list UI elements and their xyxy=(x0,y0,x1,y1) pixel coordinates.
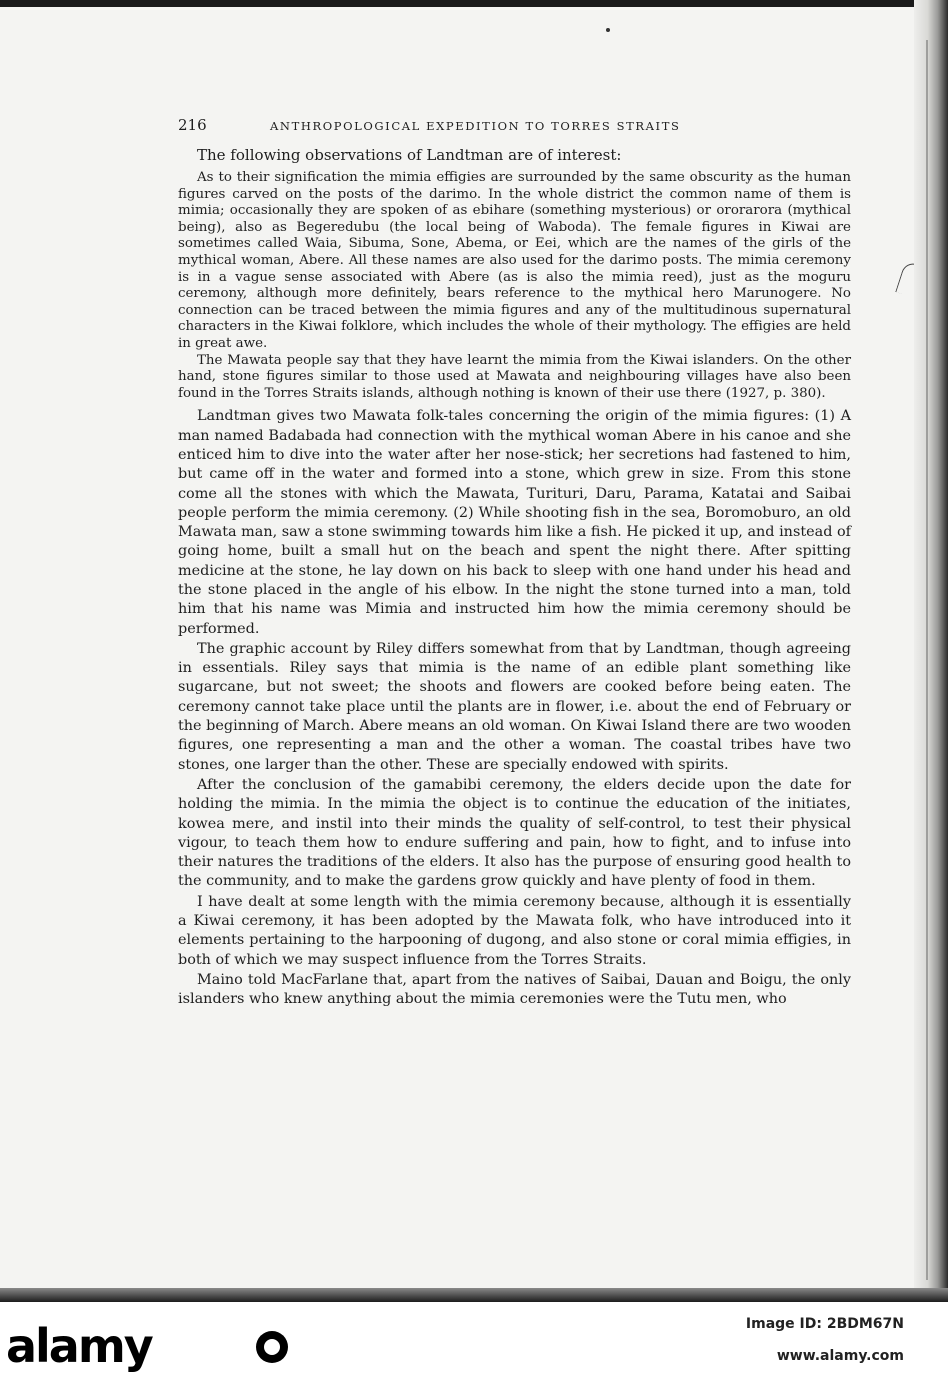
block-quote xyxy=(178,170,851,402)
intro-line: The following observations of Landtman are of interest: xyxy=(197,146,622,164)
scan-book-gutter xyxy=(914,0,948,1302)
body-paragraph: After the conclusion of the gamabibi ceremony, the elders decide upon the date for holding the mimia. In the mimia the object is to continue the education of the initiates, kowea mere, and instil into their minds the quality of self-control, to test their physical vigour, to teach them how to endure suffering and pain, how to fight, and to infuse into their natures the traditions of the elders. It also has the purpose of ensuring good health to the community, and to make the gardens grow quickly and have plenty of food in them. xyxy=(178,776,851,890)
page-content xyxy=(178,116,851,1011)
body-paragraph: Maino told MacFarlane that, apart from the natives of Saibai, Dauan and Boigu, the only islanders who knew anything about the mimia ceremonies were the Tutu men, who xyxy=(178,971,851,1008)
body-paragraph: Landtman gives two Mawata folk-tales concerning the origin of the mimia figures: (1) A man named Badabada had connection with the mythical woman Abere in his canoe and she enticed him to dive into the water after her nose-stick; her secretions had fastened to him, but came off in the water and formed into a stone, which grew in size. From this stone come all the stones with which the Mawata, Turituri, Daru, Parama, Katatai and Saibai people perform the mimia ceremony. (2) While shooting fish in the sea, Boromoburo, an old Mawata man, saw a stone swimming towards him like a fish. He picked it up, and instead of going home, built a small hut on the beach and spent the night there. After spitting medicine at the stone, he lay down on his back to sleep with one hand under his head and the stone placed in the angle of his elbow. In the night the stone turned into a man, told him that his name was Mimia and instructed him how the mimia ceremony should be performed. xyxy=(178,408,851,637)
scan-top-border xyxy=(0,0,948,7)
alamy-logo: alamy xyxy=(6,1319,152,1373)
scan-speck xyxy=(606,28,610,32)
alamy-logo-mark xyxy=(256,1331,288,1363)
body-text xyxy=(178,407,851,1009)
site-url: www.alamy.com xyxy=(776,1348,904,1364)
quote-paragraph: As to their signification the mimia effigies are surrounded by the same obscurity as the human figures carved on the posts of the darimo. In the whole district the common name of them is mimia; occasionally they are spoken of as ebihare (something mysterious) or ororarora (mythical being), also as Begeredubu (the local being of Waboda). The female figures in Kiwai are sometimes called Waia, Sibuma, Sone, Abema, or Eei, which are the names of the girls of the mythical woman, Abere. All these names are also used for the darimo posts. The mimia ceremony is in a vague sense associated with Abere (as is also the mimia reed), just as the moguru ceremony, although more definitely, bears reference to the mythical hero Marunogere. No connection can be traced between the mimia figures and any of the multitudinous supernatural characters in the Kiwai folklore, which includes the whole of their mythology. The effigies are held in great awe. xyxy=(178,170,851,351)
image-id: Image ID: 2BDM67N xyxy=(745,1316,904,1332)
page-header xyxy=(178,116,851,138)
running-head: ANTHROPOLOGICAL EXPEDITION TO TORRES STRAITS xyxy=(270,119,681,133)
stock-watermark-banner xyxy=(0,1302,948,1390)
body-paragraph: I have dealt at some length with the mimia ceremony because, although it is essentially a Kiwai ceremony, it has been adopted by the Mawata folk, who have introduced into it elements pertaining to the harpooning of dugong, and also stone or coral mimia effigies, in both of which we may suspect influence from the Torres Straits. xyxy=(178,893,851,968)
quote-paragraph: The Mawata people say that they have learnt the mimia from the Kiwai islanders. On the other hand, stone figures similar to those used at Mawata and neighbouring villages have also been found in the Torres Straits islands, although nothing is known of their use there (1927, p. 380). xyxy=(178,352,851,401)
scan-bottom-border xyxy=(0,1288,948,1302)
body-paragraph: The graphic account by Riley differs somewhat from that by Landtman, though agreeing in essentials. Riley says that mimia is the name of an edible plant something like sugarcane, but not sweet; the shoots and flowers are cooked before being eaten. The ceremony cannot take place until the plants are in flower, i.e. about the end of February or the beginning of March. Abere means an old woman. On Kiwai Island there are two wooden figures, one representing a man and the other a woman. The coastal tribes have two stones, one larger than the other. These are specially endowed with spirits. xyxy=(178,640,851,773)
page-number: 216 xyxy=(178,116,207,134)
